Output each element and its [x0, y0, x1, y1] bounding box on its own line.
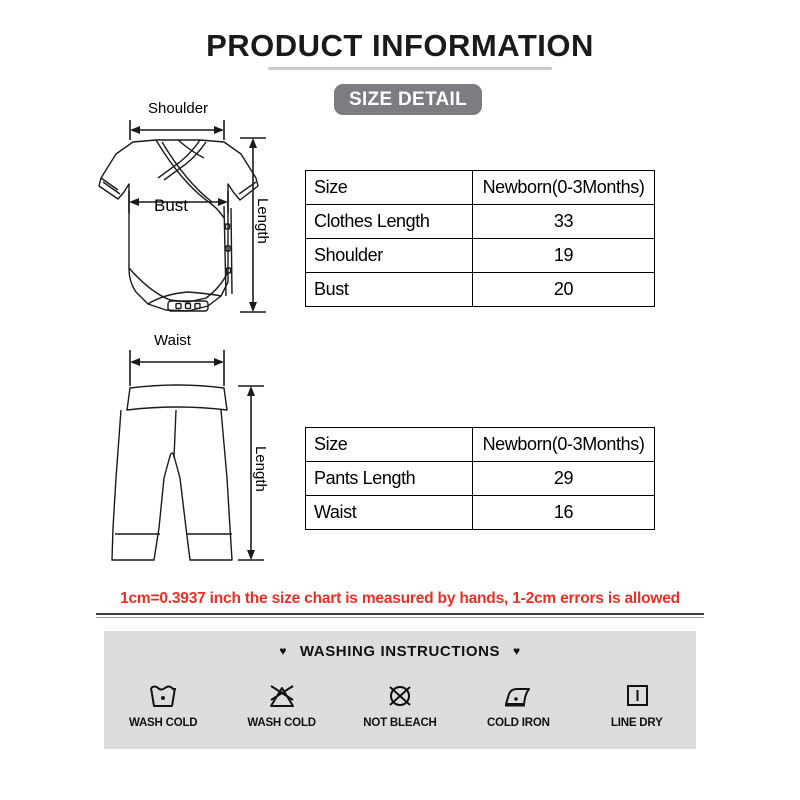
row-label: Shoulder [306, 239, 473, 273]
care-label: NOT BLEACH [363, 717, 437, 729]
table-row [306, 171, 655, 205]
care-item-wash-cold [108, 675, 218, 729]
care-item-not-bleach [345, 675, 455, 729]
table-header-value: Newborn(0-3Months) [473, 171, 655, 205]
heart-icon-left: ♥ [279, 644, 288, 658]
table-row [306, 428, 655, 462]
waist-dimension-arrow [130, 350, 224, 386]
bodysuit-outline [99, 140, 258, 311]
shoulder-dimension-arrow [130, 120, 224, 140]
shoulder-label: Shoulder [148, 100, 209, 117]
no-tumble-dry-circle-icon [383, 675, 417, 715]
row-value: 33 [473, 205, 655, 239]
bodysuit-diagram [88, 96, 318, 336]
pants-outline [112, 385, 232, 560]
care-label: COLD IRON [486, 717, 550, 729]
table-header-value: Newborn(0-3Months) [473, 428, 655, 462]
care-item-line-dry [582, 675, 692, 729]
row-value: 16 [473, 496, 655, 530]
page-title: PRODUCT INFORMATION [206, 28, 594, 63]
row-value: 19 [473, 239, 655, 273]
size-detail-badge: SIZE DETAIL [334, 84, 482, 115]
row-label: Bust [306, 273, 473, 307]
row-label: Pants Length [306, 462, 473, 496]
table-row [306, 462, 655, 496]
top-size-table [305, 170, 655, 307]
iron-one-dot-icon [500, 675, 536, 715]
title-divider [268, 67, 552, 70]
care-label: WASH COLD [128, 717, 198, 729]
section-divider-dark [96, 613, 704, 615]
table-header-label: Size [306, 428, 473, 462]
table-row [306, 205, 655, 239]
table-row [306, 496, 655, 530]
no-bleach-triangle-icon [265, 675, 299, 715]
measurement-disclaimer: 1cm=0.3937 inch the size chart is measured by hands, 1-2cm errors is allowed [120, 590, 680, 607]
care-icon-row [104, 675, 696, 729]
pants-size-table [305, 427, 655, 530]
section-divider-light [96, 617, 704, 618]
row-label: Clothes Length [306, 205, 473, 239]
washing-heading [104, 643, 696, 660]
wash-tub-icon [146, 675, 180, 715]
heart-icon-right: ♥ [512, 644, 521, 658]
waist-label: Waist [154, 332, 191, 349]
care-item-no-bleach-triangle [227, 675, 337, 729]
bust-label: Bust [154, 196, 189, 215]
washing-heading-text: WASHING INSTRUCTIONS [299, 643, 501, 660]
top-length-label: Length [254, 198, 271, 244]
table-row [306, 239, 655, 273]
line-dry-square-icon [622, 675, 652, 715]
pants-diagram [88, 332, 318, 578]
care-label: LINE DRY [610, 717, 663, 729]
row-label: Waist [306, 496, 473, 530]
row-value: 29 [473, 462, 655, 496]
care-item-cold-iron [463, 675, 573, 729]
table-header-label: Size [306, 171, 473, 205]
care-label: WASH COLD [247, 717, 316, 729]
table-row [306, 273, 655, 307]
washing-instructions-panel [104, 631, 696, 749]
pants-length-label: Length [252, 446, 269, 492]
row-value: 20 [473, 273, 655, 307]
